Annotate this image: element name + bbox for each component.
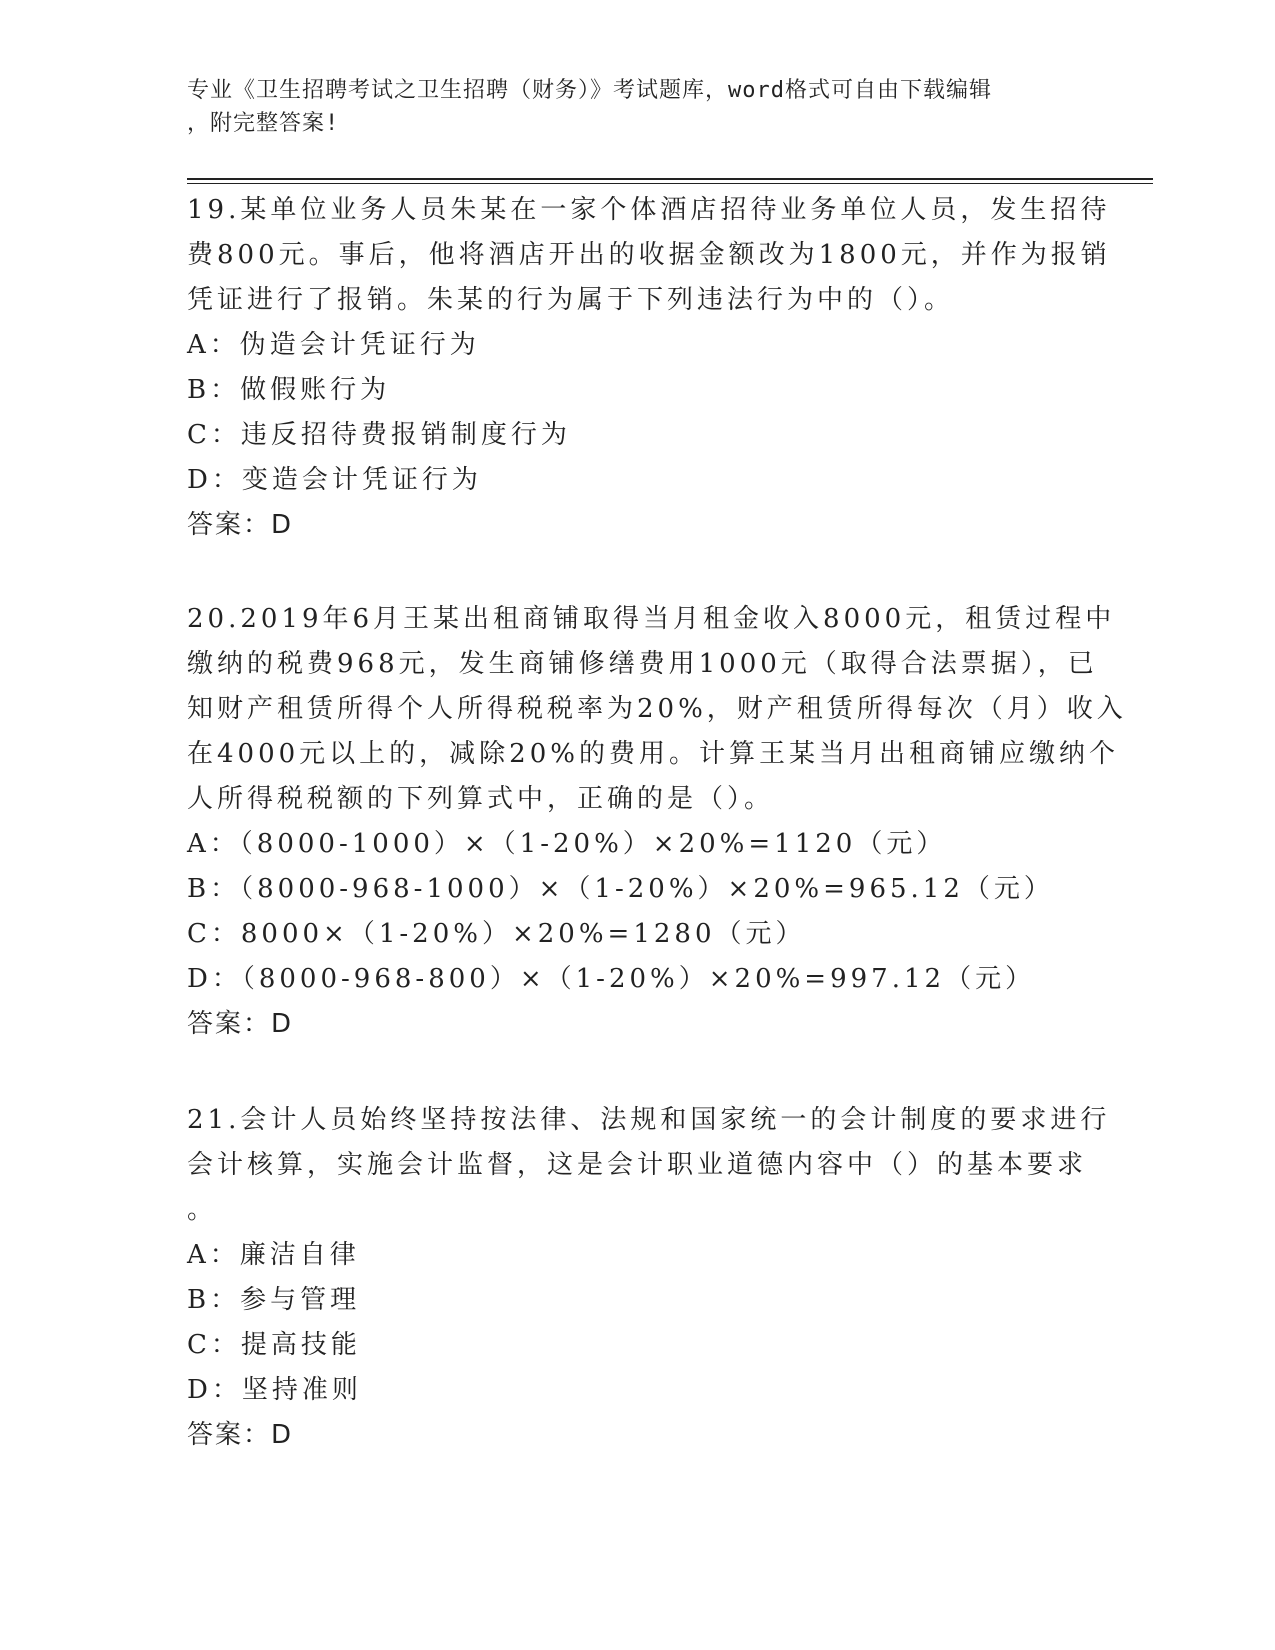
- question-text-line: 缴纳的税费968元，发生商铺修缮费用1000元（取得合法票据），已: [187, 649, 1098, 679]
- question-text-line: 。: [187, 1195, 218, 1225]
- header-divider-thin: [187, 183, 1153, 184]
- question-19: [187, 188, 1111, 548]
- option-d: D：坚持准则: [187, 1375, 362, 1405]
- answer: 答案：D: [187, 510, 294, 540]
- answer: 答案：D: [187, 1420, 294, 1450]
- answer: 答案：D: [187, 1009, 294, 1039]
- option-b: B：做假账行为: [187, 375, 391, 405]
- question-text-line: 19.某单位业务人员朱某在一家个体酒店招待业务单位人员，发生招待: [187, 195, 1111, 225]
- question-text-line: 知财产租赁所得个人所得税税率为20%，财产租赁所得每次（月）收入: [187, 694, 1127, 724]
- option-a: A：（8000-1000）×（1-20%）×20%=1120（元）: [187, 829, 947, 859]
- question-text-line: 人所得税税额的下列算式中，正确的是（）。: [187, 784, 775, 814]
- header-divider-thick: [187, 178, 1153, 180]
- question-text-line: 凭证进行了报销。朱某的行为属于下列违法行为中的（）。: [187, 285, 955, 315]
- option-c: C：提高技能: [187, 1330, 361, 1360]
- option-a: A：廉洁自律: [187, 1240, 360, 1270]
- option-a: A：伪造会计凭证行为: [187, 330, 480, 360]
- question-20: [187, 597, 1127, 1047]
- option-d: D：（8000-968-800）×（1-20%）×20%=997.12（元）: [187, 964, 1036, 994]
- header-line-2: ，附完整答案!: [187, 111, 340, 136]
- question-text-line: 费800元。事后，他将酒店开出的收据金额改为1800元，并作为报销: [187, 240, 1111, 270]
- question-text-line: 21.会计人员始终坚持按法律、法规和国家统一的会计制度的要求进行: [187, 1105, 1111, 1135]
- option-b: B：参与管理: [187, 1285, 361, 1315]
- option-c: C：8000×（1-20%）×20%=1280（元）: [187, 919, 806, 949]
- question-21: [187, 1098, 1111, 1458]
- option-b: B：（8000-968-1000）×（1-20%）×20%=965.12（元）: [187, 874, 1054, 904]
- option-d: D：变造会计凭证行为: [187, 465, 482, 495]
- question-text-line: 会计核算，实施会计监督，这是会计职业道德内容中（）的基本要求: [187, 1150, 1088, 1180]
- question-text-line: 在4000元以上的，减除20%的费用。计算王某当月出租商铺应缴纳个: [187, 739, 1119, 769]
- header-line-1: 专业《卫生招聘考试之卫生招聘（财务）》考试题库，word格式可自由下载编辑: [187, 78, 992, 103]
- document-header: [187, 74, 1067, 140]
- option-c: C：违反招待费报销制度行为: [187, 420, 571, 450]
- question-text-line: 20.2019年6月王某出租商铺取得当月租金收入8000元，租赁过程中: [187, 604, 1116, 634]
